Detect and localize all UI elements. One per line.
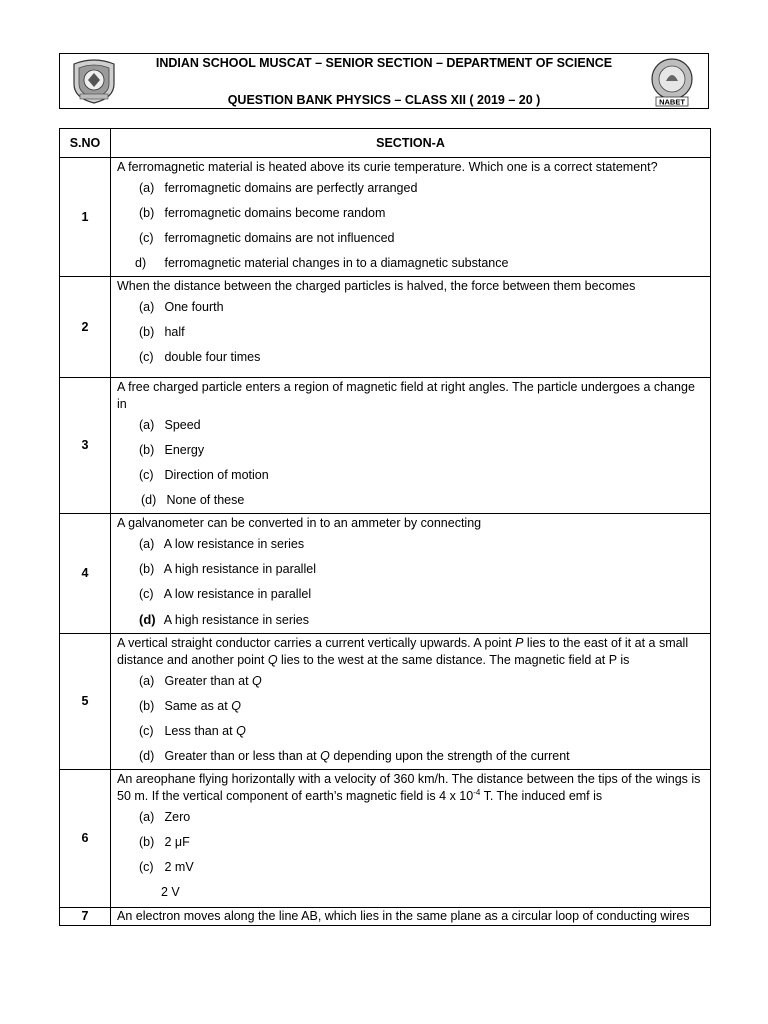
question-cell bbox=[111, 277, 711, 378]
question-cell bbox=[111, 770, 711, 908]
question-text: A vertical straight conductor carries a current vertically upwards. A point P lies to the east of it at a small distance and another point Q lies to the west at the same distance. The magnetic field at P is bbox=[117, 636, 689, 667]
option: (b) 2 μF bbox=[139, 835, 190, 849]
option: 2 V bbox=[161, 885, 180, 899]
question-row bbox=[60, 277, 711, 378]
section-header: SECTION-A bbox=[111, 129, 711, 158]
nabet-label: NABET bbox=[659, 97, 685, 107]
option: (c) 2 mV bbox=[139, 860, 194, 874]
sno-header: S.NO bbox=[60, 129, 111, 158]
question-row bbox=[60, 770, 711, 908]
question-number: 7 bbox=[60, 908, 111, 926]
option: (c) Direction of motion bbox=[139, 468, 269, 482]
question-number: 3 bbox=[60, 378, 111, 514]
question-number: 4 bbox=[60, 514, 111, 634]
option: d) ferromagnetic material changes in to a diamagnetic substance bbox=[135, 256, 509, 270]
question-cell bbox=[111, 378, 711, 514]
option: (d) None of these bbox=[141, 493, 245, 507]
question-number: 5 bbox=[60, 634, 111, 770]
option: (b) A high resistance in parallel bbox=[139, 562, 316, 576]
question-number: 2 bbox=[60, 277, 111, 378]
option: (d) A high resistance in series bbox=[139, 612, 310, 627]
option: (c) double four times bbox=[139, 350, 261, 364]
question-text: A ferromagnetic material is heated above its curie temperature. Which one is a correct statement? bbox=[117, 160, 658, 174]
question-number: 1 bbox=[60, 158, 111, 277]
question-row bbox=[60, 908, 711, 926]
question-row bbox=[60, 514, 711, 634]
option: (c) ferromagnetic domains are not influenced bbox=[139, 231, 395, 245]
question-row bbox=[60, 378, 711, 514]
question-text: An electron moves along the line AB, which lies in the same plane as a circular loop of conducting wires bbox=[117, 909, 690, 923]
school-line: INDIAN SCHOOL MUSCAT – SENIOR SECTION – DEPARTMENT OF SCIENCE bbox=[155, 56, 613, 70]
option: (a) Speed bbox=[139, 418, 201, 432]
question-row bbox=[60, 634, 711, 770]
question-table bbox=[59, 128, 711, 926]
option: (b) Same as at Q bbox=[139, 699, 241, 713]
question-text: When the distance between the charged particles is halved, the force between them becomes bbox=[117, 279, 636, 293]
question-number: 6 bbox=[60, 770, 111, 908]
question-cell bbox=[111, 158, 711, 277]
question-cell bbox=[111, 514, 711, 634]
question-cell bbox=[111, 634, 711, 770]
document-title: QUESTION BANK PHYSICS – CLASS XII ( 2019 – 20 ) bbox=[227, 93, 541, 107]
option: (d) Greater than or less than at Q depending upon the strength of the current bbox=[139, 749, 570, 763]
question-text: A free charged particle enters a region of magnetic field at right angles. The particle undergoes a change in bbox=[117, 380, 695, 411]
question-row bbox=[60, 158, 711, 277]
option: (b) Energy bbox=[139, 443, 205, 457]
option: (b) ferromagnetic domains become random bbox=[139, 206, 386, 220]
option: (c) Less than at Q bbox=[139, 724, 246, 738]
option: (a) ferromagnetic domains are perfectly arranged bbox=[139, 181, 418, 195]
option: (b) half bbox=[139, 325, 185, 339]
nabet-seal-logo bbox=[646, 57, 698, 107]
option: (a) One fourth bbox=[139, 300, 224, 314]
table-header-row bbox=[60, 129, 711, 158]
question-text: A galvanometer can be converted in to an ammeter by connecting bbox=[117, 516, 482, 530]
option: (a) Greater than at Q bbox=[139, 674, 262, 688]
document-header bbox=[59, 53, 709, 109]
option: (a) A low resistance in series bbox=[139, 537, 305, 551]
question-cell bbox=[111, 908, 711, 926]
question-text: An areophane flying horizontally with a velocity of 360 km/h. The distance between the tips of the wings is 50 m. If the vertical component of earth’s magnetic field is 4 x $10^{-4}$ T. The induced emf is bbox=[117, 772, 701, 803]
option: (a) Zero bbox=[139, 810, 191, 824]
option: (c) A low resistance in parallel bbox=[139, 587, 312, 601]
